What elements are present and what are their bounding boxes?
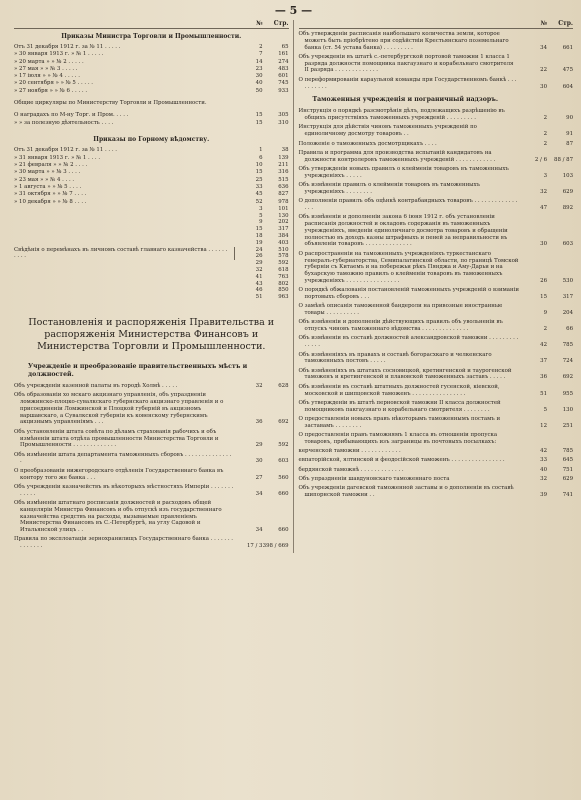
entry-page: 88 / 87 [554,156,573,163]
entry-number: 51 [540,390,547,397]
index-entry [299,303,574,317]
page-header: Стр. [273,20,289,27]
personnel-page: 130 [278,212,289,219]
personnel-group [14,206,289,301]
personnel-page: 850 [278,287,289,294]
index-entry [14,468,289,482]
entry-page: 317 [562,294,573,300]
entry-page: 65 [281,44,289,50]
entry-text: Инструкцiя о порядкѣ разсмотрѣнiя дѣлъ, подлежащихъ разрѣшенiю въ общихъ присутствiяхъ таможенныхъ учрежденiй . . . . . . . . . [298,108,505,122]
personnel-ref [237,233,289,240]
entry-number: 34 [255,527,263,534]
entry-number: 50 [255,87,263,94]
entry-text: О распространенiи на таможенныхъ учрежденiяхъ туркестанскаго генералъ-губернаторства, Семипалатинской области, по границѣ Томской губернiи съ Китаемъ и на побережьи рѣкъ Пянджа и Аму-Дарьи и на бухарскую таможню правилъ о клейменiи товаровъ въ таможенныхъ учрежденiяхъ . . . . . . . . . . . . . . . . [298,250,519,284]
entry-page: 603 [278,458,289,465]
personnel-number: 46 [255,287,263,294]
index-entry [14,429,289,449]
entry-page: 892 [562,204,573,211]
index-entry [14,383,289,390]
entry-number: 32 [540,476,547,483]
personnel-ref [237,240,289,247]
index-entry [299,476,574,483]
entry-page: 66 [566,326,573,333]
entry-text: Объ учрежденiи дагевской таможенной заставы и о дополненiи въ составѣ шипорнской таможни . . [298,485,514,499]
entry-text: » 27 мая » » № 3 . . . . . [14,65,78,72]
index-entry [299,457,574,464]
entry-page: 161 [278,51,289,58]
entry-page: 398 / 669 [262,543,289,550]
mining-order-row [14,199,289,206]
entry-page: 978 [278,198,289,205]
entry-text: » » за полезную дѣятельность . . . . [14,119,114,126]
index-entry [299,77,574,91]
entry-text: О замѣнѣ описанiя таможенной бандероли на привозные иностранные товары . . . . . . . . . . [298,303,503,317]
entry-number: 2 [543,115,547,122]
entry-number: 2 [543,326,547,333]
entry-number: 30 [255,73,263,80]
order-row [14,59,289,66]
entry-text: » 20 марта » » № 2 . . . . . [14,58,84,65]
index-entry [14,536,289,550]
order-row [14,51,289,58]
index-entry [14,484,289,498]
entry-text: Объ учрежденiи въ штатѣ с.-петербургской портовой таможни 1 класса 1 разряда должности помощника пакгаузнаго и корабельнаго смотрителя II разряда . . . . . . . . . . . . . [298,53,514,74]
entry-text: Объ измѣненiи штата департамента таможенныхъ сборовъ . . . . . . . . . . . . . . . [14,451,232,465]
mining-order-row [14,155,289,162]
entry-text: Объ измѣненiяхъ въ правахъ и составѣ богорасхкаго и челкенскаго таможенныхъ постовъ . . . . . [298,351,492,365]
entry-text: Объ учрежденiи казенной палаты въ городѣ Холмѣ . . . . . [14,383,178,389]
entry-number: 39 [540,492,547,499]
entry-text: » 30 января 1913 г. » № 1 . . . . . [14,51,104,58]
index-entry [299,198,574,212]
entry-page: 724 [562,358,573,365]
index-entry [299,467,574,474]
index-entry [299,368,574,382]
personnel-number: 3 [259,205,263,212]
personnel-ref [237,294,289,301]
personnel-page: 763 [278,273,289,280]
index-entry [299,416,574,430]
circulars-label: Общие циркуляры по Министерству Торговли и Промышленности. [14,100,207,107]
entry-page: 628 [278,383,289,389]
entry-number: 23 [255,65,263,72]
entry-text: бердянской таможнѣ . . . . . . . . . . . . . [298,466,404,473]
entry-text: Правила по эксплоатацiи зернохранилищъ Государственнаго банка . . . . . . . . . . . . . . [14,536,233,550]
personnel-page: 403 [278,239,289,246]
entry-page: 661 [562,44,573,51]
entry-number: 7 [259,51,263,58]
entry-number: 32 [255,383,263,389]
orders-heading: Приказы Министра Торговли и Промышленности. [61,33,242,40]
order-row [14,44,289,51]
entry-page: 741 [562,492,573,499]
entry-number: 52 [255,198,263,205]
entry-text: Отъ 31 декабря 1912 г. за № 11 . . . . . [14,44,121,50]
entry-number: 42 [540,342,547,349]
entry-number: 33 [255,183,263,190]
award-row [14,112,289,119]
entry-page: 629 [562,476,573,483]
entry-number: 42 [540,448,547,455]
mining-order-row [14,147,289,154]
personnel-page: 578 [278,253,289,260]
entry-page: 601 [278,73,289,80]
index-entry [14,392,289,426]
personnel-ref [237,253,289,260]
index-entry [299,54,574,74]
entry-text: Объ утвержденiи въ штатѣ перновской таможни II класса должностей помощниковъ пакгаузнаго и корабельнаго смотрителя . . . . . . . . [298,399,501,413]
entry-page: 483 [278,65,289,72]
left-column-header [14,20,289,29]
entry-text: » 23 мая » » № 4 . . . . [14,176,75,183]
entry-number: 30 [255,458,263,465]
entry-text: О переформированiи караульной команды при Государственномъ банкѣ . . . . . . . . . . [298,76,517,90]
entry-number: 15 [540,294,547,300]
entry-text: Объ измѣненiяхъ въ штатахъ сосновицкой, кретингенской и таурогенской таможенъ и кретингенской и плавовской таможенныхъ заставъ . . . . . [298,367,512,381]
entry-page: 211 [278,162,289,169]
personnel-page: 618 [278,267,289,274]
personnel-ref [237,206,289,213]
entry-text: » 21 февраля » » № 2 . . . . [14,162,88,169]
entry-text: » 10 декабря » » № 8 . . . . [14,198,87,205]
entry-number: 45 [255,191,263,198]
personnel-ref [237,267,289,274]
personnel-number: 9 [259,219,263,226]
index-entry [299,124,574,138]
entry-number: 3 [543,172,547,179]
personnel-page: 963 [278,294,289,301]
page-header: Стр. [558,20,573,27]
personnel-ref [237,247,289,254]
order-row [14,88,289,95]
index-entry [299,108,574,122]
entry-text: О порядкѣ обжалованiя постановленiй таможенныхъ учрежденiй о взиманiи портовыхъ сборовъ . . . [298,287,519,300]
index-entry [299,182,574,196]
entry-number: 29 [255,442,263,449]
entry-page: 274 [278,58,289,65]
entry-text: » 1 августа » » № 5 . . . . [14,183,82,190]
index-entry [299,400,574,414]
number-header: № [255,20,263,27]
entry-page: 827 [278,191,289,198]
entry-text: Объ утвержденiи новыхъ правилъ о клейменiи товаровъ въ таможенныхъ учрежденiяхъ . . . . . [298,165,509,179]
entry-number: 14 [255,58,263,65]
personnel-number: 26 [255,253,263,260]
entry-number: 34 [540,44,547,51]
entry-text: Отъ 31 декабря 1912 г. за № 11 . . . . [14,147,117,154]
entry-text: О предоставленiи новыхъ правъ нѣкоторымъ таможеннымъ постамъ и заставамъ . . . . . . . . [298,415,501,429]
entry-page: 515 [278,176,289,183]
entry-text: » 30 марта » » № 3 . . . . [14,169,81,176]
entry-page: 38 [281,147,289,154]
entry-text: О предоставленiи правъ таможнямъ 1 класса въ отношенiи пропуска товаровъ, прибывающихъ изъ заграницы въ почтовыхъ посылкахъ: [298,432,498,445]
personnel-ref [237,226,289,233]
left-column [14,20,294,553]
entry-text: » 27 ноября » » № 6 . . . . . [14,87,88,94]
entry-number: 2 [543,131,547,138]
personnel-number: 19 [255,239,263,246]
index-entry [299,448,574,455]
index-entry [299,352,574,366]
index-entry [299,214,574,248]
personnel-number: 24 [255,246,263,253]
entry-number: 6 [259,154,263,161]
order-row [14,80,289,87]
index-entry [299,150,574,164]
entry-text: » 31 января 1913 г. » № 1 . . . . [14,154,101,161]
entry-text: Объ измѣненiи и дополненiи дѣйствующихъ правилъ объ увольненiи въ отпускъ чиновъ таможеннаго вѣдомства . . . . . . . . . . . . . . [298,319,503,333]
entry-text: Объ установленiи штата совѣта по дѣламъ страхованiя рабочихъ и объ измѣненiи штата отдѣла промышленности Министерства Торговли и Промышленности . . . . . . . . . . . . . [14,428,219,449]
index-entry [299,335,574,349]
entry-page: 692 [562,374,573,381]
entry-number: 15 [255,169,263,176]
personnel-page: 101 [278,205,289,212]
entry-page: 130 [562,406,573,413]
personnel-number: 32 [255,267,263,274]
entry-text: Объ утвержденiи расписанiя наибольшаго количества земли, которое можетъ быть прiобрѣтено при содѣйствiи Крестьянскаго поземельнаго банка (ст. 54 устава банка) . . . . . . . . . [298,31,509,51]
index-entry [299,384,574,398]
entry-page: 629 [562,188,573,195]
personnel-number: 51 [255,294,263,301]
customs-heading: Таможенныя учрежденiя и пограничный надзоръ. [312,96,499,104]
personnel-text: Свѣдѣнiя о перемѣнахъ въ личномъ составѣ главнаго казначейства . . . . . . . . . . [14,247,235,261]
index-entry [299,432,574,446]
entry-number: 25 [255,176,263,183]
personnel-ref [237,287,289,294]
entry-number: 5 [543,406,547,413]
entry-text: евпаторiйской, ялтинской и феодосiйской таможенъ . . . . . . . . . . . . . . . . [298,457,505,464]
entry-number: 17 / 3 [246,543,263,550]
entry-text: Объ учрежденiи казначействъ въ нѣкоторыхъ мѣстностяхъ Имперiи . . . . . . . . . . . . [14,483,234,497]
entry-text: Объ образованiи хо мскаго акцизнаго управленiя, объ упраздненiи ломжинско-плоцко-сувалкскаго губернскаго акцизнаго управленiя и о присоединенiи Ломжинской и Плоцкой губерній въ акцизномъ варшавскаго, а Сувалкской губернiи къ ковенскому губернскимъ акцизнымъ управленiямъ . . . [14,392,224,426]
entry-page: 751 [562,466,573,473]
entry-text: Инструкцiя для дѣйствiя чиновъ таможенныхъ учрежденiй по единоличному досмотру товаровъ . . [298,124,477,138]
entry-text: Объ измѣненiи правилъ о клейменiи товаровъ въ таможенныхъ учрежденiяхъ . . . . . . . . [298,182,480,195]
entry-page: 604 [562,83,573,90]
entry-text: Правила и программа для производства испытанiй кандидатовъ на должности контролеровъ таможенныхъ учрежденiй . . . . . . . . . . . . [298,149,496,163]
entry-page: 603 [562,241,573,248]
personnel-page: 510 [278,246,289,253]
entry-number: 2 [259,44,263,50]
entry-text: О наградахъ по М-ну Торг. и Пром. . . . . [14,112,129,119]
mining-order-row [14,191,289,198]
index-entry [299,166,574,180]
entry-number: 1 [259,147,263,154]
columns [14,20,573,553]
entry-page: 692 [278,419,289,426]
index-entry [299,287,574,301]
entry-page: 560 [278,474,289,481]
mining-order-row [14,169,289,176]
index-entry [299,31,574,51]
entry-page: 310 [278,119,289,126]
personnel-number: 43 [255,280,263,287]
right-column [294,20,574,553]
mining-order-row [14,177,289,184]
personnel-page: 317 [278,226,289,233]
entry-text: Объ измѣненiи въ составѣ должностей александровской таможни . . . . . . . . . . . . . . [298,335,519,349]
entry-page: 785 [562,342,573,349]
personnel-ref [237,281,289,288]
entry-number: 27 [255,474,263,481]
entry-page: 91 [566,131,573,138]
entry-text: » 20 сентября » » № 5 . . . . . [14,80,93,87]
entry-number: 36 [255,419,263,426]
personnel-page: 592 [278,260,289,267]
right-column-header [299,20,574,29]
mining-order-row [14,162,289,169]
personnel-ref [237,213,289,220]
big-heading: Постановленiя и распоряженiя Правительства и распоряженiя Министерства Финансовъ и Министерства Торговли и Промышленности. [28,317,275,352]
entry-page: 204 [562,310,573,317]
mining-heading: Приказы по Горному вѣдомству. [93,136,210,144]
entry-number: 37 [540,358,547,365]
entry-number: 26 [540,277,547,284]
entry-page: 103 [562,172,573,179]
entry-number: 33 [540,457,547,464]
index-entry [14,452,289,466]
entry-number: 22 [540,67,547,74]
index-entry [299,251,574,285]
entry-text: Объ упраздненiи шавдуновскаго таможеннаго поста [298,476,450,483]
entry-page: 745 [278,80,289,87]
personnel-number: 29 [255,260,263,267]
entry-text: Положенiе о таможенныхъ досмотрщикахъ . . . . [298,140,437,147]
index-entry [299,141,574,148]
index-entry [299,319,574,333]
personnel-number: 5 [259,212,263,219]
personnel-number: 18 [255,233,263,240]
personnel-ref [237,274,289,281]
entry-page: 305 [278,112,289,119]
entry-page: 645 [562,457,573,464]
index-entry [299,485,574,499]
entry-number: 40 [540,466,547,473]
entry-text: Объ измѣненiи и дополненiи закона 6 iюня 1912 г. объ установленiи расписанiя должностей и окладовъ содержанiя въ таможенныхъ учрежденiяхъ, введенiи единоличнаго досмотра товаровъ и обращенiи полностью въ доходъ казны штрафныхъ и пеней за неправильности въ объявленiи товаровъ . . . . . . . . . . . . . . [298,214,508,248]
entry-number: 2 [543,140,547,147]
entry-number: 15 [255,112,263,119]
entry-page: 955 [562,390,573,397]
entry-page: 139 [278,154,289,161]
entry-text: керченской таможни . . . . . . . . . . . . [298,448,401,455]
entry-number: 9 [543,310,547,317]
entry-text: Объ измѣненiи въ составѣ штатныхъ должностей гусенской, кiевской, московской и шипцовской таможенъ . . . . . . . . . . . . . . . . [298,383,500,397]
entry-number: 47 [540,204,547,211]
entry-number: 32 [540,188,547,195]
page-number: — 5 — [274,4,313,17]
entry-number: 34 [255,490,263,497]
entry-number: 30 [540,241,547,248]
personnel-page: 802 [278,280,289,287]
entry-page: 592 [278,442,289,449]
entry-page: 933 [278,87,289,94]
entry-page: 90 [566,115,573,122]
establish-heading: Учрежденiе и преобразованiе правительственныхъ мѣстъ и должностей. [28,363,248,378]
entry-number: 36 [540,374,547,381]
personnel-page: 202 [278,219,289,226]
entry-page: 316 [278,169,289,176]
entry-page: 785 [562,448,573,455]
entry-text: » 17 iюля » » № 4 . . . . . [14,73,80,80]
personnel-page: 384 [278,233,289,240]
personnel-ref [237,219,289,226]
entry-page: 251 [562,422,573,429]
entry-text: » 31 октября » » № 7 . . . . [14,191,87,198]
personnel-number: 41 [255,273,263,280]
entry-number: 12 [540,422,547,429]
entry-text: О дополненiи правилъ объ оцѣнкѣ контрабандныхъ товаровъ . . . . . . . . . . . . . . . . [298,198,518,211]
mining-order-row [14,184,289,191]
entry-number: 40 [255,80,263,87]
entry-text: О преобразованiи нижегородскаго отдѣленiя Государственнаго банка въ контору того же банка . . . [14,467,224,481]
entry-page: 660 [278,527,289,534]
entry-number: 2 / 6 [534,156,547,163]
personnel-number: 15 [255,226,263,233]
order-row [14,66,289,73]
entry-number: 30 [540,83,547,90]
entry-page: 530 [562,277,573,284]
award-row [14,120,289,127]
index-entry [14,500,289,534]
personnel-ref [237,260,289,267]
order-row [14,73,289,80]
entry-page: 475 [562,67,573,74]
entry-page: 87 [566,140,573,147]
entry-number: 15 [255,119,263,126]
number-header: № [540,20,547,27]
entry-text: Объ измѣненiи штатнаго росписанiя должностей и расходовъ общей канцелярiи Министра Финансовъ и объ отпускѣ изъ государственнаго казначейства средствъ на расходы, вызываемые правленiемъ Министерства Финансовъ въ С.-Петербургѣ, на углу Садовой и Итальянской улицъ . . [14,499,222,534]
entry-page: 660 [278,490,289,497]
entry-number: 10 [255,162,263,169]
entry-page: 636 [278,183,289,190]
